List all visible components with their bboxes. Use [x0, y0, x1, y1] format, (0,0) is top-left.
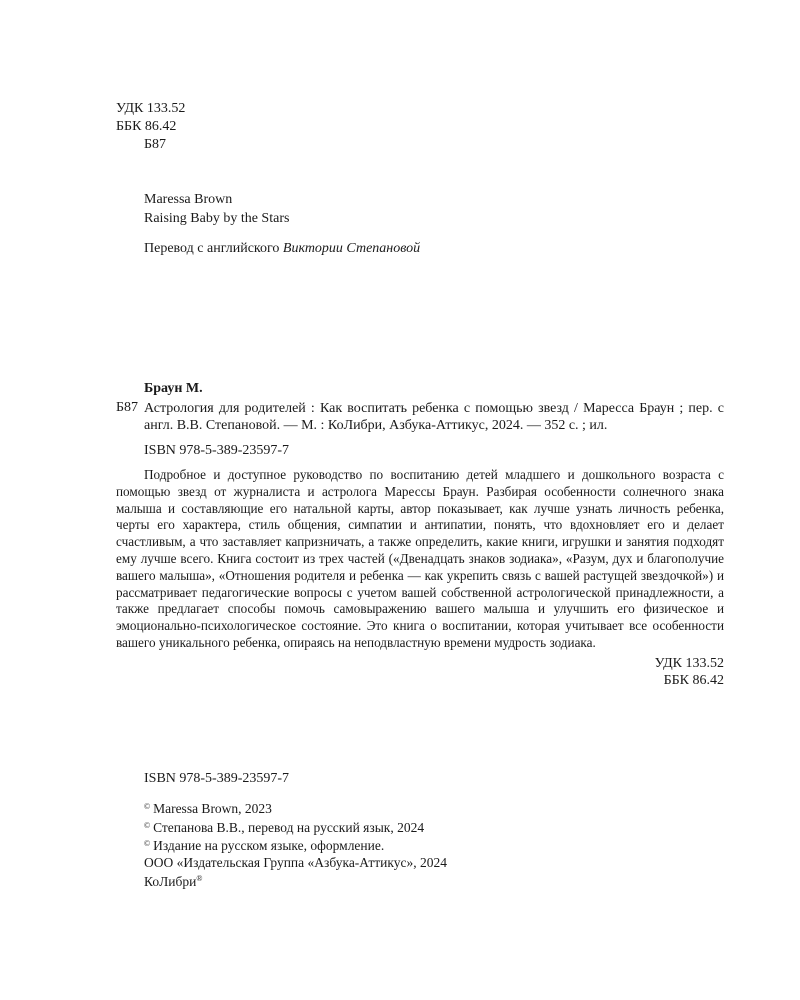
- bbk-code: ББК 86.42: [116, 119, 177, 134]
- copyright-icon: ©: [144, 839, 151, 848]
- translation-credit: [144, 241, 420, 257]
- record-cutter: Б87: [116, 400, 139, 415]
- udk-right: УДК 133.52: [654, 656, 724, 671]
- copyright-block: [144, 799, 447, 891]
- imprint-line: [144, 871, 447, 891]
- original-edition: [144, 190, 289, 228]
- bibliographic-description: Астрология для родителей : Как воспитать ребенка с помощью звезд / Маресса Браун ; пер. с англ. В.В. Степановой. — М. : КоЛибри, Азбука-Аттикус, 2024. — 352 с. ; ил.: [144, 401, 724, 433]
- copyright-icon: ©: [144, 802, 151, 811]
- footer-isbn: ISBN 978-5-389-23597-7: [144, 771, 290, 786]
- udk-code: УДК 133.52: [116, 101, 186, 116]
- copyright-line-3: © Издание на русском языке, оформление.: [144, 838, 385, 853]
- translator-name: Виктории Степановой: [282, 241, 421, 256]
- copyright-line-2: © Степанова В.В., перевод на русский язык, 2024: [144, 819, 425, 835]
- record-isbn: ISBN 978-5-389-23597-7: [144, 443, 290, 458]
- translation-prefix: Перевод с английского: [144, 241, 283, 256]
- copyright-icon: ©: [144, 820, 151, 830]
- copyright-line-1: © Maressa Brown, 2023: [144, 801, 272, 816]
- imprint-name: КоЛибри: [144, 874, 197, 889]
- publisher-line: ООО «Издательская Группа «Азбука-Аттикус», 2024: [144, 854, 448, 870]
- original-title: Raising Baby by the Stars: [144, 211, 290, 226]
- record-classification: [560, 655, 724, 689]
- registered-mark-icon: ®: [196, 874, 203, 883]
- annotation: Подробное и доступное руководство по воспитанию детей младшего и дошкольного возраста с помощью звезд от журналиста и астролога Марессы Браун. Разбирая особенности солнечного знака малыша и составляющие его натальной карты, автор показывает, как лучше узнать личность ребенка, черты его характера, стиль общения, симпатии и антипатии, понять, что вдохновляет его и делает счастливым, а что заставляет капризничать, а также определить, какие книги, игрушки и занятия подходят ему лучше всего. Книга состоит из трех частей («Двенадцать знаков зодиака», «Разум, дух и благополучие вашего малыша», «Отношения родителя и ребенка — как укрепить связь с вашей растущей звездочкой») и рассматривает педагогические вопросы с учетом вашей собственной астрологической принадлежности, а также предлагает способы помочь самовыражению вашего малыша и улучшить его физическое и эмоционально-психологическое состояние. Это книга о воспитании, которая учитывает все особенности вашего уникального ребенка, опираясь на неподвластную времени мудрость зодиака.: [116, 467, 724, 650]
- original-author: Maressa Brown: [144, 192, 233, 207]
- bbk-right: ББК 86.42: [663, 673, 724, 688]
- classification-block: [116, 100, 185, 154]
- author-heading: Браун М.: [144, 381, 203, 396]
- cutter-code: Б87: [144, 137, 167, 152]
